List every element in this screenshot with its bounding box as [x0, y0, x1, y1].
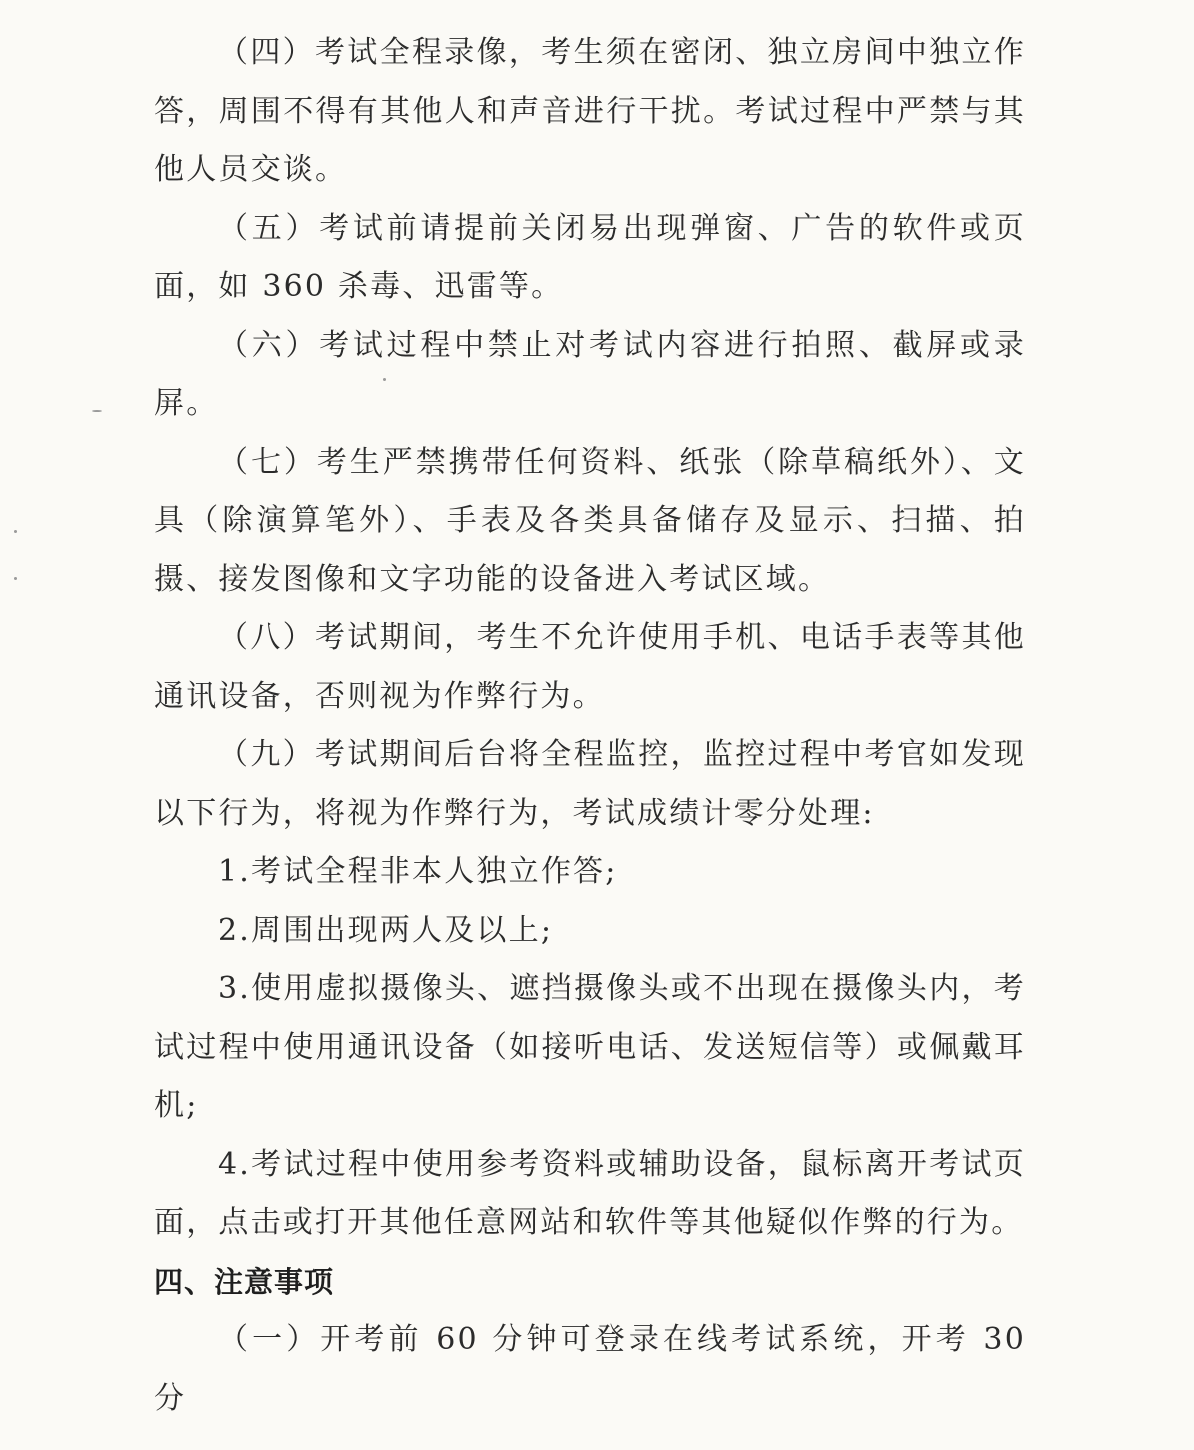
paragraph: （四）考试全程录像，考生须在密闭、独立房间中独立作答，周围不得有其他人和声音进行干扰。考试过程中严禁与其他人员交谈。 [154, 35, 1026, 187]
paragraph: （七）考生严禁携带任何资料、纸张（除草稿纸外）、文具（除演算笔外）、手表及各类具备储存及显示、扫描、拍摄、接发图像和文字功能的设备进入考试区域。 [154, 444, 1026, 597]
list-item: 4.考试过程中使用参考资料或辅助设备，鼠标离开考试页面，点击或打开其他任意网站和软件等其他疑似作弊的行为。 [154, 1146, 1026, 1240]
scan-speck [14, 530, 17, 533]
document-body [154, 24, 1026, 1428]
scan-speck [92, 410, 102, 412]
paragraph: （八）考试期间，考生不允许使用手机、电话手表等其他通讯设备，否则视为作弊行为。 [154, 620, 1026, 714]
list-item: 1.考试全程非本人独立作答; [218, 854, 618, 889]
paragraph: （一）开考前 60 分钟可登录在线考试系统，开考 30 分 [154, 1322, 1026, 1416]
list-item: 2.周围出现两人及以上; [218, 912, 554, 948]
scan-speck [14, 577, 17, 580]
paragraph: （九）考试期间后台将全程监控，监控过程中考官如发现以下行为，将视为作弊行为，考试成绩计零分处理: [154, 737, 1026, 831]
paragraph: （六）考试过程中禁止对考试内容进行拍照、截屏或录屏。 [154, 327, 1026, 421]
section-heading: 四、注意事项 [154, 1264, 335, 1299]
list-item: 3.使用虚拟摄像头、遮挡摄像头或不出现在摄像头内，考试过程中使用通讯设备（如接听电话、发送短信等）或佩戴耳机; [154, 971, 1026, 1123]
paragraph: （五）考试前请提前关闭易出现弹窗、广告的软件或页面，如 360 杀毒、迅雷等。 [154, 210, 1026, 304]
